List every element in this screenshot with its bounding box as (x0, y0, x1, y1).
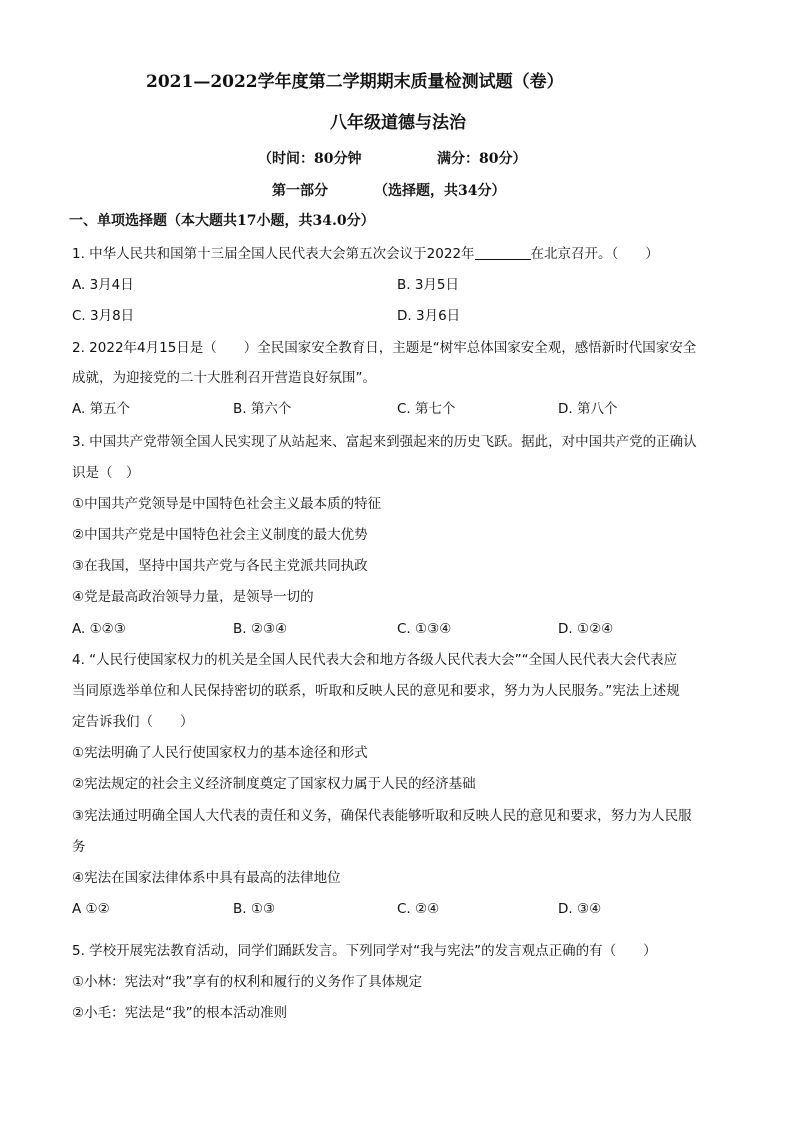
question-3-option-d: D. ①②④ (558, 621, 614, 637)
question-3-statement-2: ②中国共产党是中国特色社会主义制度的最大优势 (72, 527, 368, 543)
question-4-statement-4: ④宪法在国家法律体系中具有最高的法律地位 (72, 870, 341, 886)
question-4-statement-1: ①宪法明确了人民行使国家权力的基本途径和形式 (72, 745, 368, 761)
exam-title: 2021—2022学年度第二学期期末质量检测试题（卷） (146, 72, 564, 92)
question-3-statement-3: ③在我国，坚持中国共产党与各民主党派共同执政 (72, 558, 368, 574)
question-4-option-b: B. ①③ (233, 901, 276, 917)
question-5-stem: 5. 学校开展宪法教育活动，同学们踊跃发言。下列同学对“我与宪法”的发言观点正确的有（ ） (72, 943, 657, 959)
question-4-statement-3-line-1: ③宪法通过明确全国人大代表的责任和义务，确保代表能够听取和反映人民的意见和要求，努力为人民服 (72, 808, 692, 824)
question-1-stem-after: 在北京召开。（ ） (530, 246, 659, 262)
question-4-option-a: A ①② (72, 901, 110, 917)
question-3-statement-4: ④党是最高政治领导力量，是领导一切的 (72, 589, 314, 605)
question-2-option-c: C. 第七个 (397, 401, 456, 417)
question-2-stem-line-1: 2. 2022年4月15日是（ ）全民国家安全教育日，主题是“树牢总体国家安全观，感悟新时代国家安全 (72, 340, 697, 356)
question-2-option-d: D. 第八个 (558, 401, 618, 417)
question-5-statement-1: ①小林：宪法对“我”享有的权利和履行的义务作了具体规定 (72, 974, 423, 990)
question-3-statement-1: ①中国共产党领导是中国特色社会主义最本质的特征 (72, 496, 382, 512)
question-3-option-a: A. ①②③ (72, 621, 126, 637)
answer-blank (475, 245, 531, 260)
question-2-option-a: A. 第五个 (72, 401, 131, 417)
subject-title: 八年级道德与法治 (330, 113, 466, 133)
question-4-option-d: D. ③④ (558, 901, 602, 917)
exam-time: （时间：80分钟 (258, 151, 362, 167)
question-2-stem-line-2: 成就，为迎接党的二十大胜利召开营造良好氛围”。 (72, 370, 376, 386)
question-1-option-c: C. 3月8日 (72, 308, 135, 324)
part-description: （选择题，共34分） (374, 183, 506, 199)
question-3-stem-line-1: 3. 中国共产党带领全国人民实现了从站起来、富起来到强起来的历史飞跃。据此，对中国共产党的正确认 (72, 434, 697, 450)
question-4-option-c: C. ②④ (397, 901, 440, 917)
question-4-stem-line-1: 4. “人民行使国家权力的机关是全国人民代表大会和地方各级人民代表大会”“全国人民代表大会代表应 (72, 652, 678, 668)
question-1-stem-before: 1. 中华人民共和国第十三届全国人民代表大会第五次会议于2022年 (72, 246, 475, 262)
question-2-option-b: B. 第六个 (233, 401, 292, 417)
section-title: 一、单项选择题（本大题共17小题，共34.0分） (69, 213, 375, 229)
exam-score: 满分：80分） (437, 151, 527, 167)
question-4-stem-line-2: 当同原选举单位和人民保持密切的联系，听取和反映人民的意见和要求，努力为人民服务。”宪法上述规 (72, 683, 680, 699)
question-3-option-c: C. ①③④ (397, 621, 452, 637)
question-4-statement-2: ②宪法规定的社会主义经济制度奠定了国家权力属于人民的经济基础 (72, 776, 476, 792)
question-3-stem-line-2: 识是（ ） (72, 465, 140, 481)
part-title: 第一部分 (272, 183, 328, 199)
question-5-statement-2: ②小毛：宪法是“我”的根本活动准则 (72, 1005, 288, 1021)
question-1-option-b: B. 3月5日 (397, 277, 460, 293)
question-3-option-b: B. ②③④ (233, 621, 288, 637)
question-1-option-d: D. 3月6日 (397, 308, 461, 324)
question-4-stem-line-3: 定告诉我们（ ） (72, 714, 194, 730)
question-4-statement-3-line-2: 务 (72, 839, 86, 855)
question-1-option-a: A. 3月4日 (72, 277, 134, 293)
question-1-stem (72, 244, 659, 264)
